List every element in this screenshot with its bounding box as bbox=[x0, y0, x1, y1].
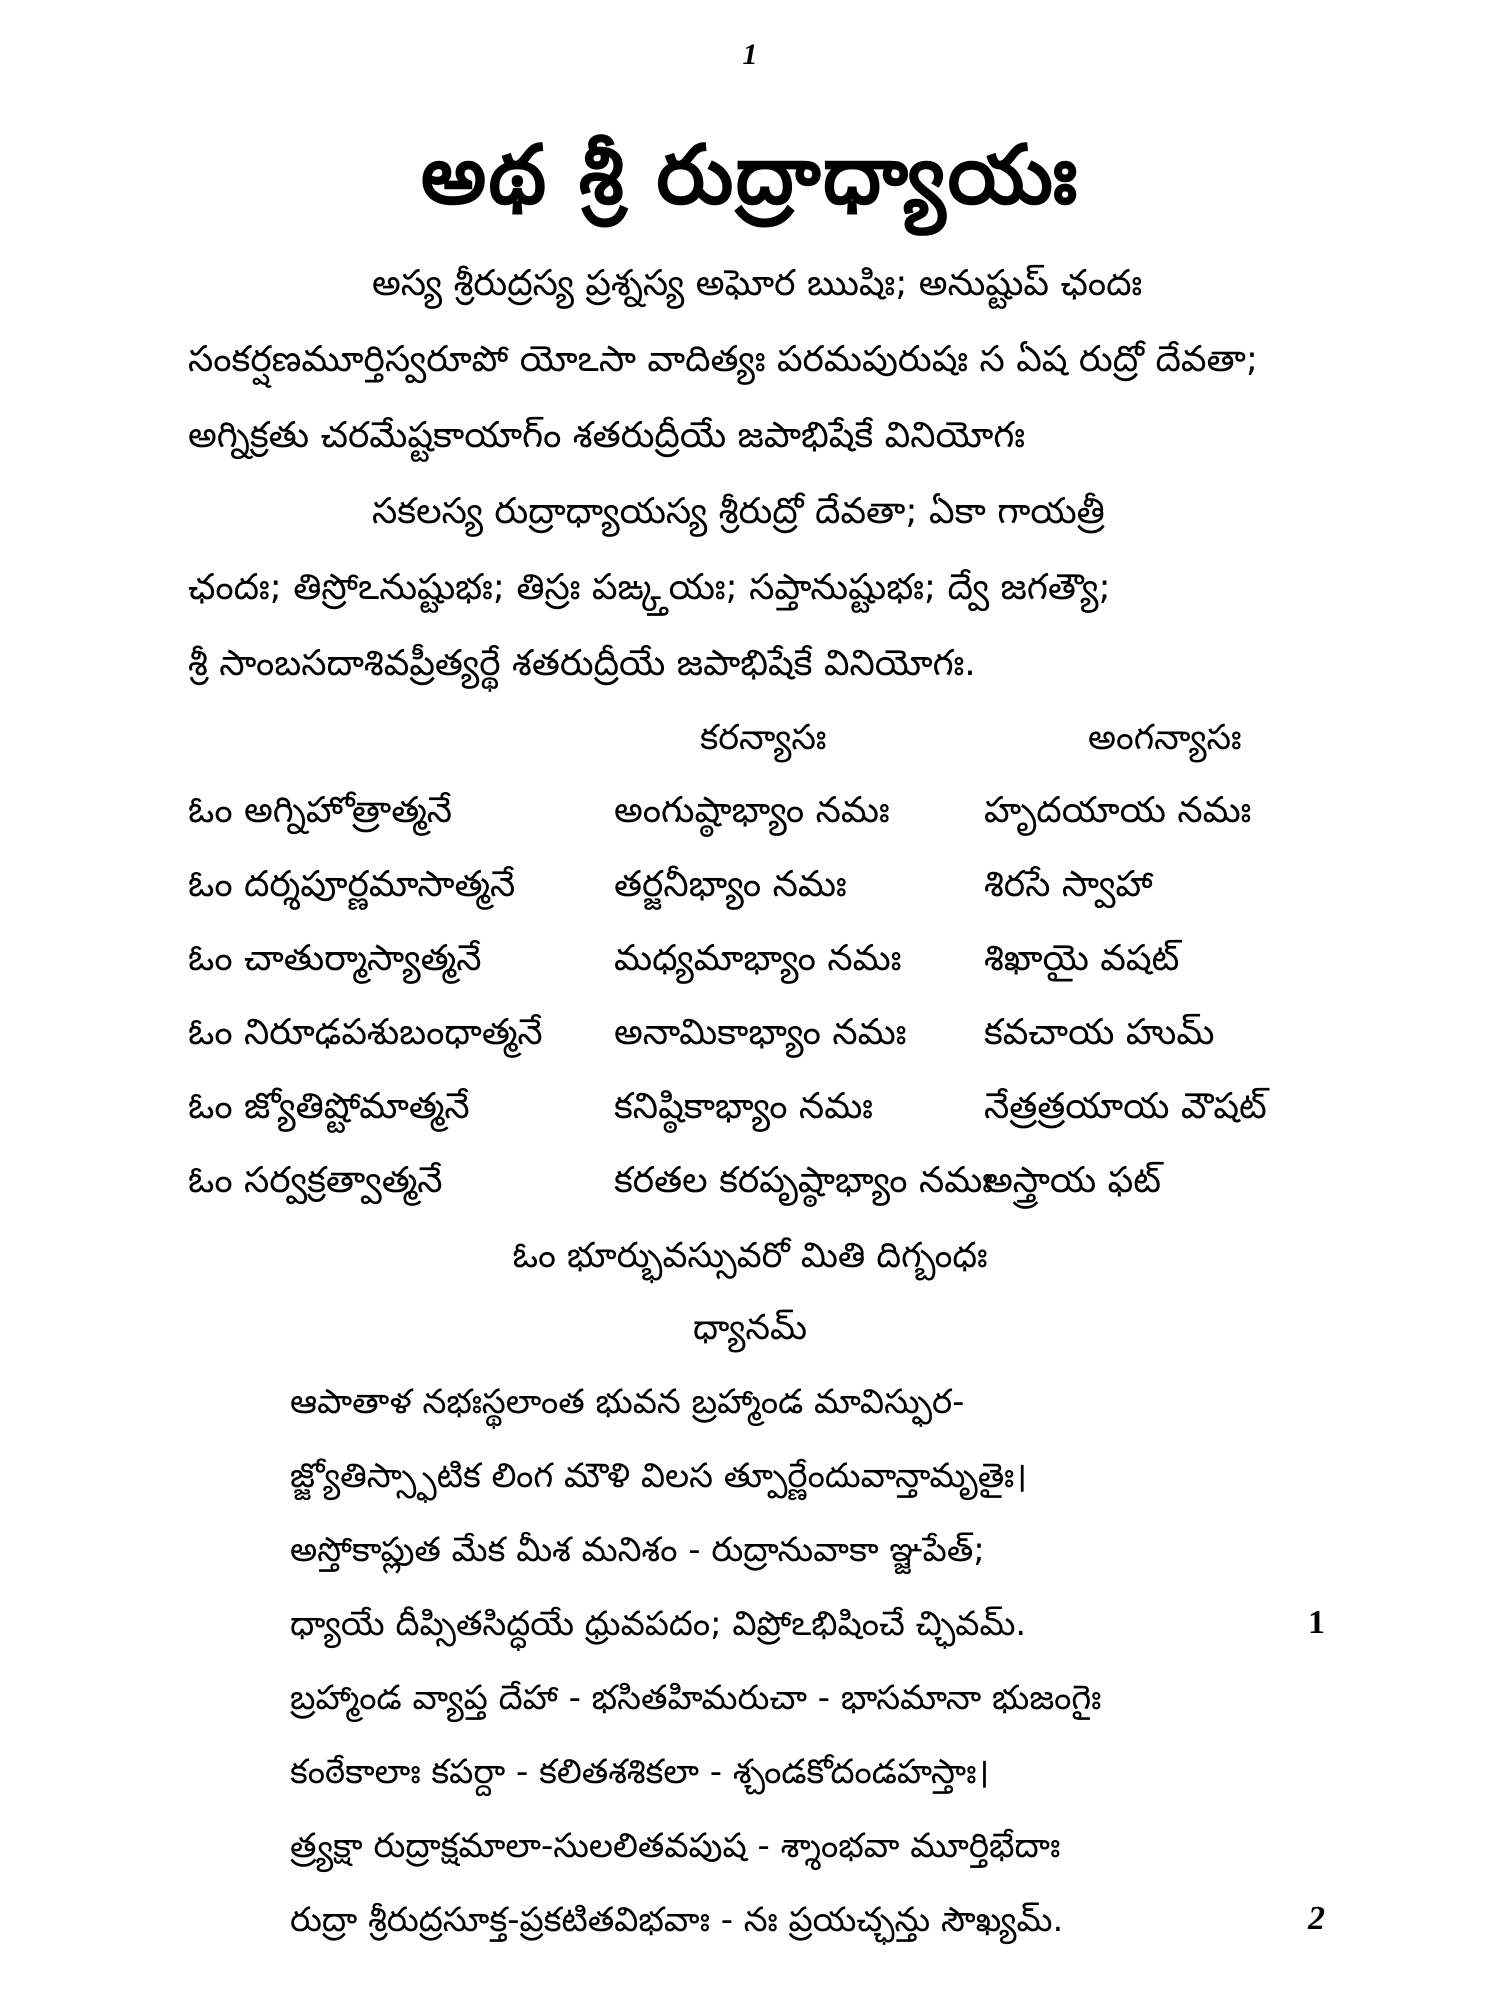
anga-nyasa: శిరసే స్వాహా bbox=[984, 864, 1153, 905]
anga-nyasa: కవచాయ హుమ్ bbox=[984, 1012, 1215, 1053]
nyasa-row bbox=[0, 1160, 1500, 1208]
verse-line: ఆపాతాళ నభఃస్థలాంత భువన బ్రహ్మాండ మావిస్ఫుర- bbox=[290, 1382, 965, 1422]
page-title: అథ శ్రీ రుద్రాధ్యాయః bbox=[420, 128, 1080, 223]
nyasa-row bbox=[0, 1086, 1500, 1134]
intro-line: అస్య శ్రీరుద్రస్య ప్రశ్నస్య అఘోర ఋషిః; అనుష్టుప్ ఛందః bbox=[372, 263, 1143, 304]
kara-nyasa: తర్జనీభ్యాం నమః bbox=[614, 864, 847, 905]
dhyanam-heading: ధ్యానమ్ bbox=[692, 1308, 808, 1348]
kara-nyasa: అనామికాభ్యాం నమః bbox=[614, 1012, 907, 1053]
nyasa-mantra: ఓం చాతుర్మాస్యాత్మనే bbox=[188, 938, 482, 979]
anga-nyasa: హృదయాయ నమః bbox=[984, 790, 1252, 831]
intro-line: అగ్నిక్రతు చరమేష్టకాయాగ్ం శతరుద్రీయే జపాభిషేకే వినియోగః bbox=[188, 415, 1026, 456]
nyasa-row bbox=[0, 864, 1500, 912]
digbandha: ఓం భూర్భువస్సువరో మితి దిగ్బంధః bbox=[512, 1236, 988, 1276]
verse-line: రుద్రా శ్రీరుద్రసూక్త-ప్రకటితవిభవాః - నః ప్రయచ్ఛన్తు సౌఖ్యమ్. bbox=[290, 1900, 1064, 1940]
anga-nyasa: శిఖాయై వషట్ bbox=[984, 938, 1180, 979]
intro-line: ఛందః; తిస్రోఽనుష్టుభః; తిస్రః పఙ్క్తయః; సప్తానుష్టుభః; ద్వే జగత్యౌ; bbox=[188, 567, 1111, 608]
verse-line: త్ర్యక్షా రుద్రాక్షమాలా-సులలితవపుష - శ్శాంభవా మూర్తిభేదాః bbox=[290, 1826, 1061, 1866]
kara-nyasa: మధ్యమాభ్యాం నమః bbox=[614, 938, 902, 979]
kara-nyasa: అంగుష్ఠాభ్యాం నమః bbox=[614, 790, 890, 831]
verse-line: బ్రహ్మాండ వ్యాప్త దేహా - భసితహిమరుచా - భాసమానా భుజంగైః bbox=[290, 1678, 1102, 1718]
nyasa-mantra: ఓం జ్యోతిష్టోమాత్మనే bbox=[188, 1086, 470, 1127]
page-number: 1 bbox=[742, 38, 758, 71]
verse-number: 2 bbox=[1308, 1900, 1325, 1937]
nyasa-mantra: ఓం నిరూఢపశుబంధాత్మనే bbox=[188, 1012, 543, 1053]
kara-nyasa: కనిష్ఠికాభ్యాం నమః bbox=[614, 1086, 873, 1127]
nyasa-row bbox=[0, 1012, 1500, 1060]
kara-nyasa: కరతల కరపృష్ఠాభ్యాం నమః bbox=[614, 1160, 993, 1201]
anga-nyasa: అస్త్రాయ ఫట్ bbox=[984, 1160, 1162, 1201]
intro-line: సంకర్షణమూర్తిస్వరూపో యోఽసా వాదిత్యః పరమపురుషః స ఏష రుద్రో దేవతా; bbox=[188, 339, 1258, 380]
nyasa-mantra: ఓం దర్శపూర్ణమాసాత్మనే bbox=[188, 864, 516, 905]
nyasa-mantra: ఓం సర్వక్రత్వాత్మనే bbox=[188, 1160, 443, 1201]
verse-number: 1 bbox=[1308, 1604, 1325, 1641]
anga-nyasa-heading: అంగన్యాసః bbox=[1088, 718, 1242, 758]
nyasa-row bbox=[0, 790, 1500, 838]
kara-nyasa-heading: కరన్యాసః bbox=[700, 718, 827, 758]
nyasa-row bbox=[0, 938, 1500, 986]
verse-line: జ్జ్యోతిస్స్ఫాటిక లింగ మౌళి విలస త్పూర్ణేందువాన్తామృతైః। bbox=[290, 1456, 1028, 1496]
nyasa-mantra: ఓం అగ్నిహోత్రాత్మనే bbox=[188, 790, 453, 831]
intro-line: సకలస్య రుద్రాధ్యాయస్య శ్రీరుద్రో దేవతా; ఏకా గాయత్రీ bbox=[372, 491, 1105, 532]
anga-nyasa: నేత్రత్రయాయ వౌషట్ bbox=[984, 1086, 1267, 1127]
verse-line: అస్తోకాప్లుత మేక మీశ మనిశం - రుద్రానువాకా ఞ్జపేత్; bbox=[290, 1530, 985, 1570]
intro-line: శ్రీ సాంబసదాశివప్రీత్యర్థే శతరుద్రీయే జపాభిషేకే వినియోగః. bbox=[188, 643, 976, 684]
verse-line: కంఠేకాలాః కపర్దా - కలితశశికలా - శ్చండకోదండహస్తాః। bbox=[290, 1752, 990, 1792]
verse-line: ధ్యాయే దీప్సితసిద్ధయే ధ్రువపదం; విప్రోఽభిషించే చ్ఛివమ్. bbox=[290, 1604, 1027, 1644]
